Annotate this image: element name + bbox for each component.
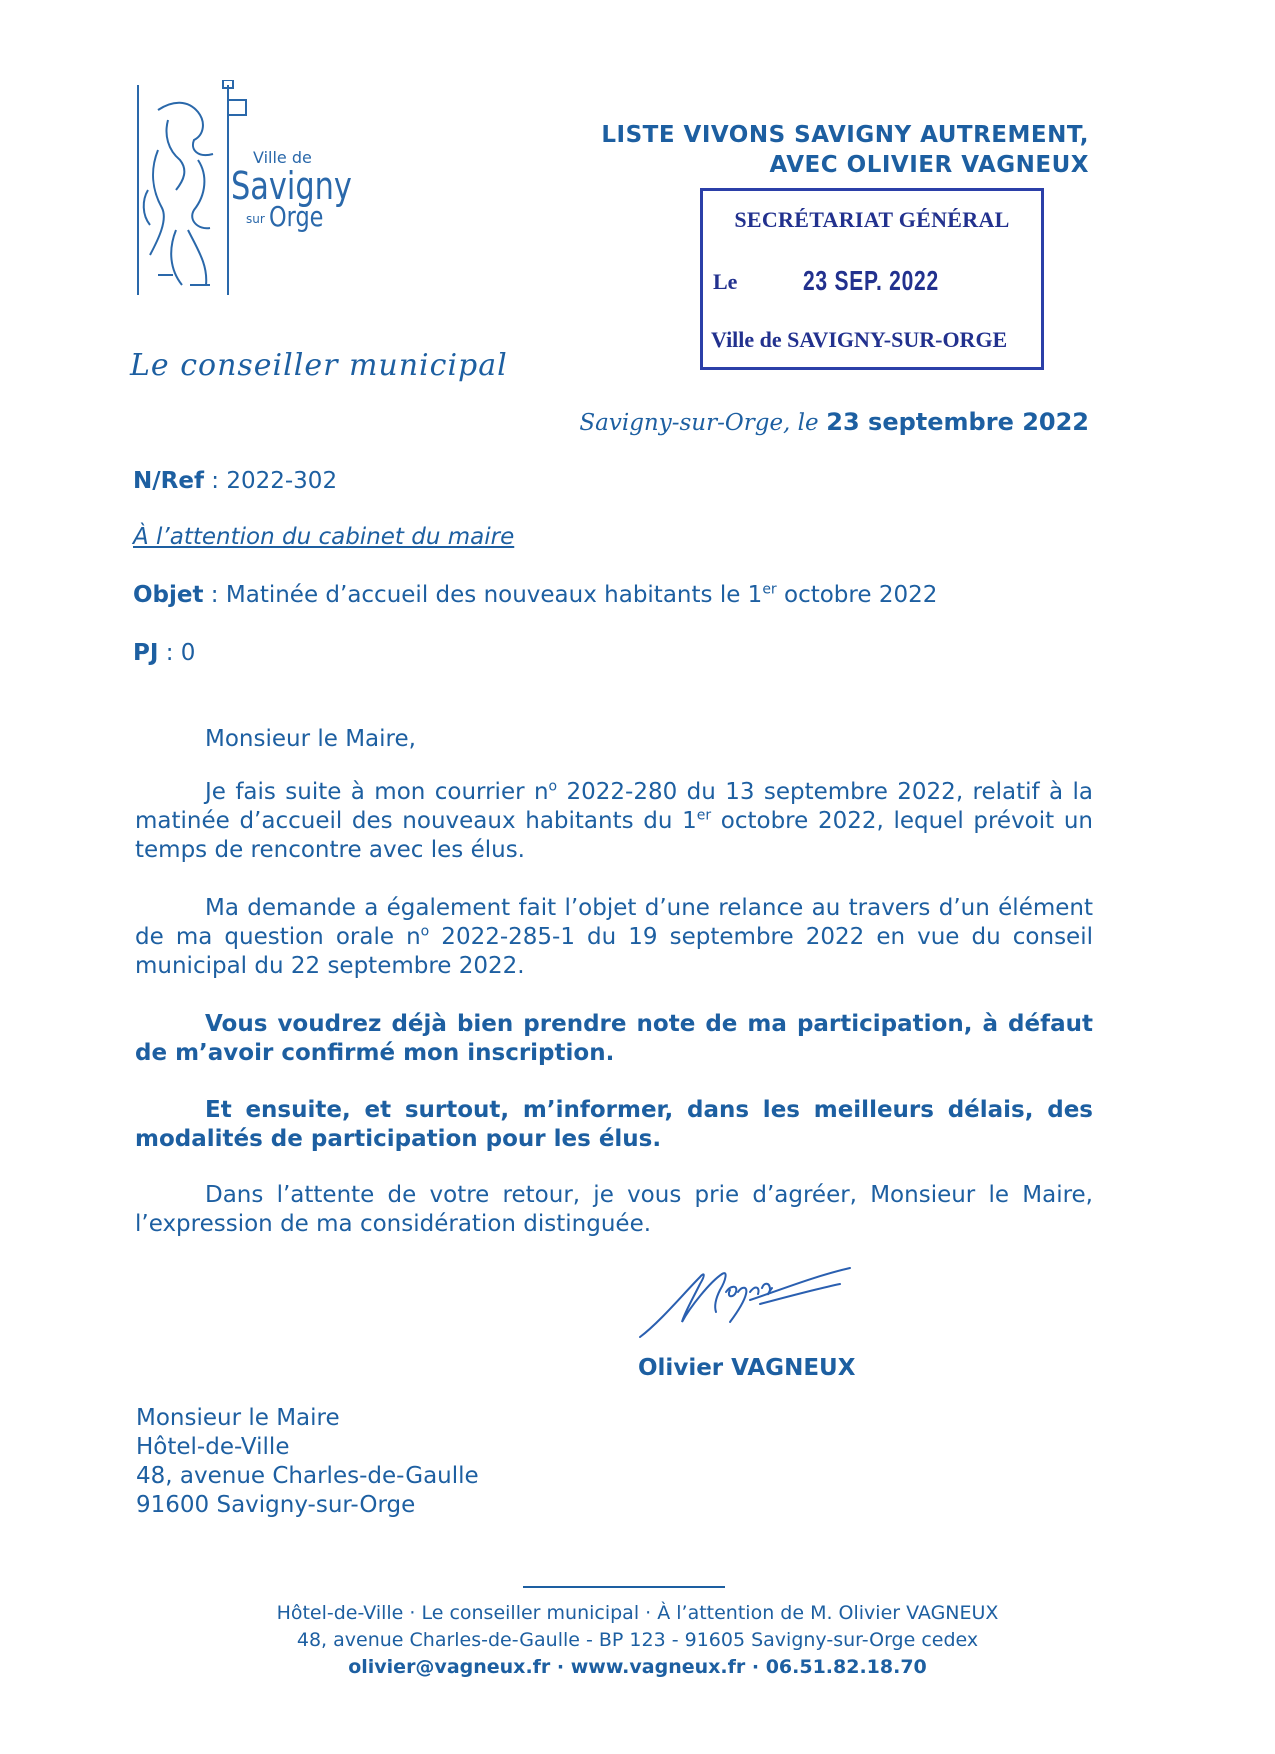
- ref-label: N/Ref: [133, 468, 204, 494]
- p1-sup2: er: [696, 807, 712, 824]
- object-line: [133, 582, 937, 608]
- signature-icon: [630, 1252, 880, 1352]
- dateline-date: 23 septembre 2022: [826, 408, 1089, 436]
- p1-c: octobre 2022, lequel prévoit un temps de rencontre avec les élus.: [135, 808, 1093, 863]
- salutation: Monsieur le Maire,: [205, 726, 416, 752]
- paragraph-4: Et ensuite, et surtout, m’informer, dans les meilleurs délais, des modalités de participation pour les élus.: [135, 1097, 1093, 1152]
- logo-line3-small: sur: [246, 212, 265, 226]
- heading-line1: LISTE VIVONS SAVIGNY AUTREMENT,: [601, 122, 1089, 148]
- ref-value: 2022-302: [226, 468, 338, 494]
- letterhead-title: [601, 120, 1089, 180]
- logo-line1: Ville de: [253, 148, 312, 167]
- attention-line: À l’attention du cabinet du maire: [133, 524, 515, 550]
- attachments-line: [133, 640, 195, 666]
- heading-line2: AVEC OLIVIER VAGNEUX: [769, 152, 1089, 178]
- sender-role: Le conseiller municipal: [130, 348, 508, 383]
- object-label: Objet: [133, 582, 204, 608]
- paragraph-3: Vous voudrez déjà bien prendre note de ma participation, à défaut de m’avoir confirmé mon inscription.: [135, 1011, 1093, 1066]
- stamp-date: 23 SEP. 2022: [803, 265, 939, 296]
- footer: [0, 1600, 1275, 1681]
- p2-a: Ma demande a également fait l’objet d’une relance au travers d’un élément de ma question orale n: [135, 895, 1093, 950]
- paragraph-2: [135, 894, 1093, 981]
- recipient-line3: 48, avenue Charles-de-Gaulle: [136, 1463, 479, 1489]
- object-tail: octobre 2022: [776, 582, 938, 608]
- paragraph-5: Dans l’attente de votre retour, je vous prie d’agréer, Monsieur le Maire, l’expression de ma considération distinguée.: [135, 1182, 1093, 1237]
- ref-sep: :: [203, 468, 227, 494]
- logo-line3: Orge: [269, 200, 324, 233]
- p1-b: 2022-280 du 13 septembre 2022, relatif à la matinée d’accueil des nouveaux habitants du 1: [135, 779, 1093, 834]
- handwritten-signature: [630, 1252, 880, 1352]
- footer-line1: Hôtel-de-Ville · Le conseiller municipal · À l’attention de M. Olivier VAGNEUX: [276, 1602, 999, 1624]
- paragraph-1: [135, 778, 1093, 865]
- dateline-place: Savigny-sur-Orge, le: [579, 410, 819, 436]
- recipient-line1: Monsieur le Maire: [136, 1405, 340, 1431]
- reception-stamp: [700, 188, 1044, 370]
- stamp-title: SECRÉTARIAT GÉNÉRAL: [734, 207, 1010, 232]
- recipient-line4: 91600 Savigny-sur-Orge: [136, 1492, 416, 1518]
- p2-b: 2022-285-1 du 19 septembre 2022 en vue du conseil municipal du 22 septembre 2022.: [135, 924, 1093, 979]
- recipient-line2: Hôtel-de-Ville: [136, 1434, 290, 1460]
- p1-a: Je fais suite à mon courrier n: [205, 779, 549, 805]
- recipient-address: [136, 1404, 479, 1520]
- reference: [133, 468, 337, 494]
- pj-label: PJ: [133, 640, 159, 666]
- object-text: Matinée d’accueil des nouveaux habitants le 1: [225, 582, 763, 608]
- p2-sup: o: [420, 923, 430, 940]
- object-sep: :: [203, 582, 226, 608]
- city-logo: [128, 80, 388, 300]
- p1-sup1: o: [548, 778, 558, 795]
- object-sup: er: [762, 581, 777, 598]
- footer-divider: [523, 1586, 725, 1588]
- stamp-le: Le: [713, 269, 738, 294]
- logo-line2: Savigny: [231, 164, 352, 208]
- signatory-name: Olivier VAGNEUX: [638, 1355, 856, 1381]
- dateline: [579, 408, 1089, 436]
- footer-line2: 48, avenue Charles-de-Gaulle - BP 123 - 91605 Savigny-sur-Orge cedex: [296, 1629, 979, 1651]
- pj-sep: :: [158, 640, 181, 666]
- pj-value: 0: [180, 640, 196, 666]
- stamp-city: Ville de SAVIGNY-SUR-ORGE: [711, 327, 1008, 352]
- footer-contact: olivier@vagneux.fr · www.vagneux.fr · 06.51.82.18.70: [348, 1656, 927, 1678]
